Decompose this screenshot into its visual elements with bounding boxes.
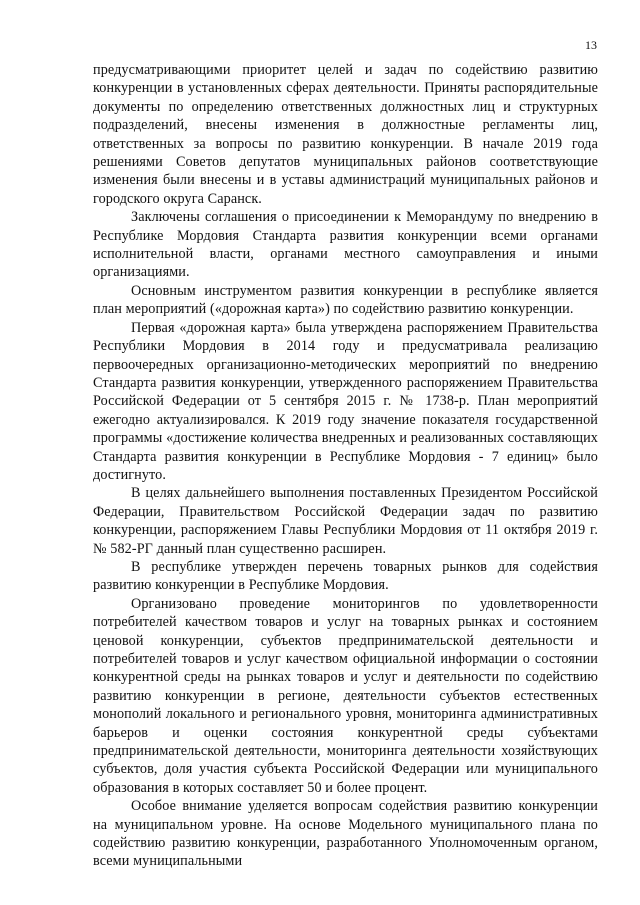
- paragraph-6: В республике утвержден перечень товарных рынков для содействия развитию конкуренции в Республике Мордовия.: [93, 558, 598, 594]
- page-number: 13: [585, 38, 597, 52]
- paragraph-4: Первая «дорожная карта» была утверждена распоряжением Правительства Республики Мордовия в 2014 году и предусматривала реализацию первоочередных организационно-методических мероприятий по внедрению Стандарта развития конкуренции, утвержденного распоряжением Правительства Российской Федерации от 5 сентября 2015 г. № 1738-р. План мероприятий ежегодно актуализировался. К 2019 году значение показателя государственной программы «достижение количества внедренных и реализованных составляющих Стандарта развития конкуренции в Республике Мордовия - 7 единиц» было достигнуто.: [93, 319, 598, 483]
- paragraph-8: Особое внимание уделяется вопросам содействия развитию конкуренции на муниципальном уровне. На основе Модельного муниципального плана по содействию развитию конкуренции, разработанного Уполномоченным органом, всеми муниципальными: [93, 798, 598, 870]
- paragraph-7: Организовано проведение мониторингов по удовлетворенности потребителей качеством товаров и услуг на товарных рынках и состоянием ценовой конкуренции, субъектов предпринимательской деятельности и потребителей товаров и услуг качеством официальной информации о состоянии конкурентной среды на рынках товаров и услуг и деятельности по содействию развитию конкуренции в регионе, деятельности субъектов естественных монополий локального и регионального уровня, мониторинга административных барьеров и оценки состояния конкурентной среды субъектами предпринимательской деятельности, мониторинга деятельности хозяйствующих субъектов, доля участия субъекта Российской Федерации или муниципального образования в которых составляет 50 и более процент.: [93, 595, 598, 796]
- paragraph-3: Основным инструментом развития конкуренции в республике является план мероприятий («дорожная карта») по содействию развитию конкуренции.: [93, 282, 598, 318]
- paragraph-5: В целях дальнейшего выполнения поставленных Президентом Российской Федерации, Правительством Российской Федерации задач по развитию конкуренции, распоряжением Главы Республики Мордовия от 11 октября 2019 г. № 582-РГ данный план существенно расширен.: [93, 485, 598, 557]
- paragraph-2: Заключены соглашения о присоединении к Меморандуму по внедрению в Республике Мордовия Стандарта развития конкуренции всеми органами исполнительной власти, органами местного самоуправления и иными организациями.: [93, 209, 598, 281]
- document-body: [93, 61, 598, 871]
- paragraph-1: предусматривающими приоритет целей и задач по содействию развитию конкуренции в установленных сферах деятельности. Приняты распорядительные документы по определению ответственных должностных лиц и структурных подразделений, внесены изменения в должностные регламенты лиц, ответственных за вопросы по развитию конкуренции. В начале 2019 года решениями Советов депутатов муниципальных районов соответствующие изменения были внесены и в уставы администраций муниципальных районов и городского округа Саранск.: [93, 62, 598, 207]
